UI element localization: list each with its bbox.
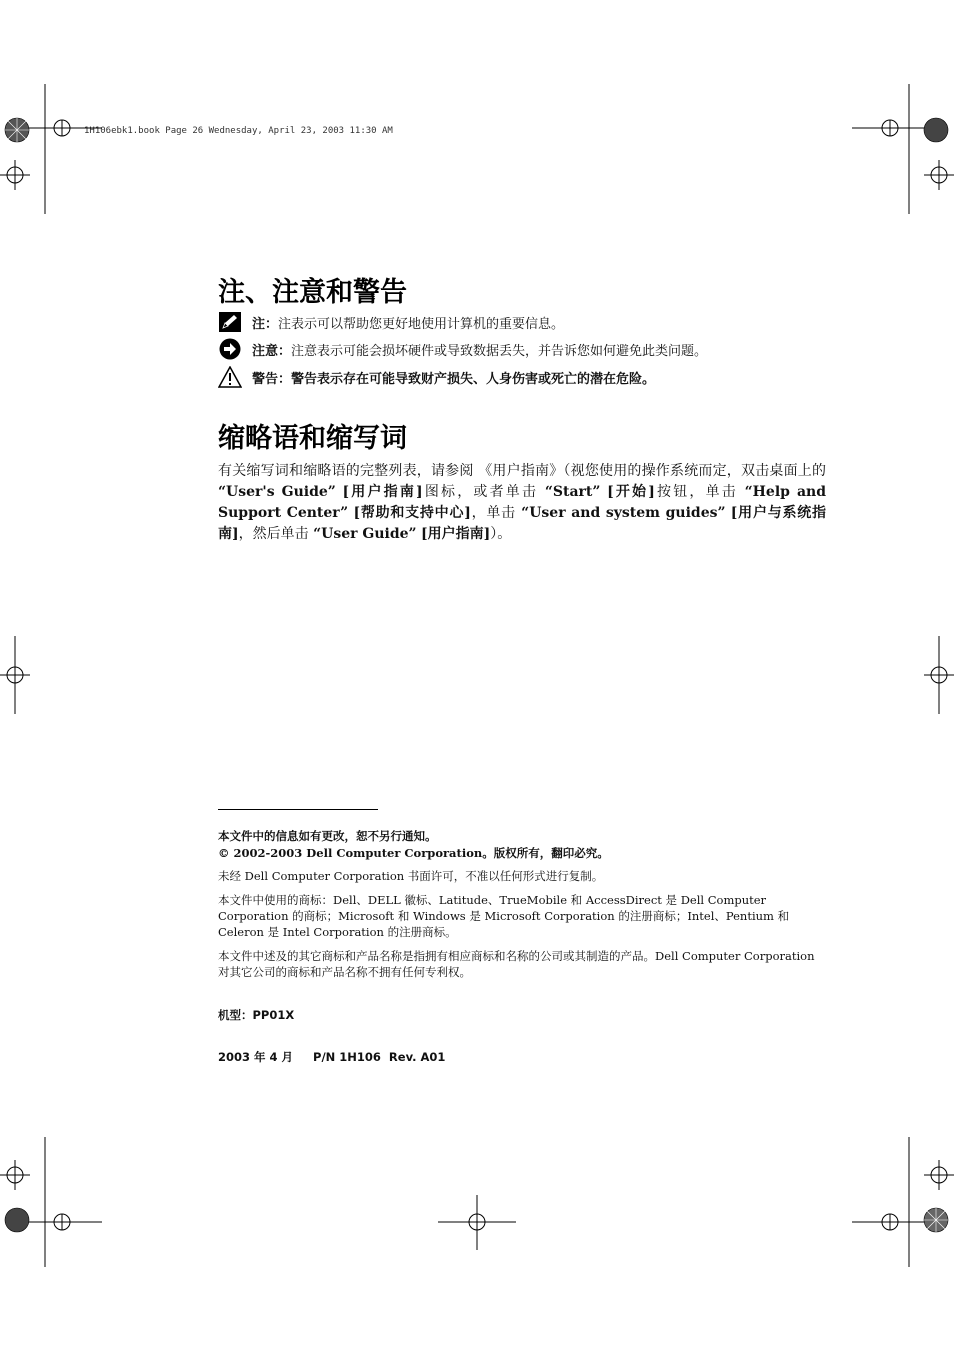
para-text-3: 图标，或者单击: [422, 484, 545, 500]
para-text-5: 按钮，单击: [654, 484, 745, 500]
section-title-abbreviations: 缩略语和缩写词: [218, 423, 407, 454]
note-label: 注：: [252, 316, 279, 332]
para-space: [336, 484, 343, 500]
para-text-9: ，然后单击: [238, 526, 314, 542]
warning-label: 警告：: [252, 371, 292, 387]
other-trademark-notice: 本文件中述及的其它商标和产品名称是指拥有相应商标和名称的公司或其制造的产品。Dell Computer Corporation 对其它公司的商标和产品名称不拥有任何专利权。: [218, 949, 815, 979]
date-part-number: 2003 年 4 月 P/N 1H106 Rev. A01: [218, 1050, 446, 1064]
note-pencil-icon: [218, 311, 242, 333]
warning-triangle-icon: [218, 366, 242, 388]
reproduction-notice: 未经 Dell Computer Corporation 书面许可，不准以任何形式进行复制。: [218, 869, 604, 883]
model-number: 机型：PP01X: [218, 1008, 295, 1022]
users-guide-icon-label: “User's Guide”: [218, 484, 336, 500]
abbreviations-paragraph: [218, 461, 826, 545]
help-support-cn-label: [帮助和支持中心]: [353, 505, 471, 521]
change-notice-text: 本文件中的信息如有更改，恕不另行通知。: [218, 829, 437, 843]
caution-row: [218, 338, 707, 360]
users-guide-cn-label: [用户指南]: [342, 484, 423, 500]
print-header-line: 1H106ebk1.book Page 26 Wednesday, April 23, 2003 11:30 AM: [84, 126, 393, 136]
user-guide-cn-label: [用户指南]: [421, 526, 491, 542]
change-notice: [218, 828, 826, 844]
start-cn-label: [开始]: [607, 484, 655, 500]
caution-label: 注意：: [252, 343, 292, 359]
note-row: [218, 311, 564, 333]
para-text-1: 有关缩写词和缩略语的完整列表，请参阅 《用户指南》（视您使用的操作系统而定，双击桌面上的: [218, 463, 826, 479]
start-label: “Start”: [544, 484, 601, 500]
copyright-line: [218, 845, 826, 861]
user-system-guides-label: “User and system guides”: [521, 505, 726, 521]
warning-row: [218, 366, 655, 388]
user-guide-label: “User Guide”: [313, 526, 417, 542]
help-support-label: “Help and Support Center”: [218, 484, 827, 521]
para-text-11: ）。: [490, 526, 512, 542]
caution-arrow-icon: [218, 338, 242, 360]
user-system-guides-cn-label: [用户与系统指南]: [218, 505, 827, 542]
section-title-notes: 注、注意和警告: [218, 277, 407, 308]
note-text: 注表示可以帮助您更好地使用计算机的重要信息。: [278, 316, 565, 332]
warning-text: 警告表示存在可能导致财产损失、人身伤害或死亡的潜在危险。: [291, 371, 656, 387]
caution-text: 注意表示可能会损坏硬件或导致数据丢失，并告诉您如何避免此类问题。: [291, 343, 708, 359]
trademark-notice: 本文件中使用的商标：Dell、DELL 徽标、Latitude、TrueMobile 和 AccessDirect 是 Dell Computer Corporation 的商标；Microsoft 和 Windows 是 Microsoft Corporation 的注册商标；Intel、Pentium 和 Celeron 是 Intel Corporation 的注册商标。: [218, 893, 790, 939]
copyright-text: © 2002-2003 Dell Computer Corporation。版权所有，翻印必究。: [218, 846, 609, 860]
para-text-7: ，单击: [470, 505, 522, 521]
footnote-divider: [218, 809, 378, 810]
